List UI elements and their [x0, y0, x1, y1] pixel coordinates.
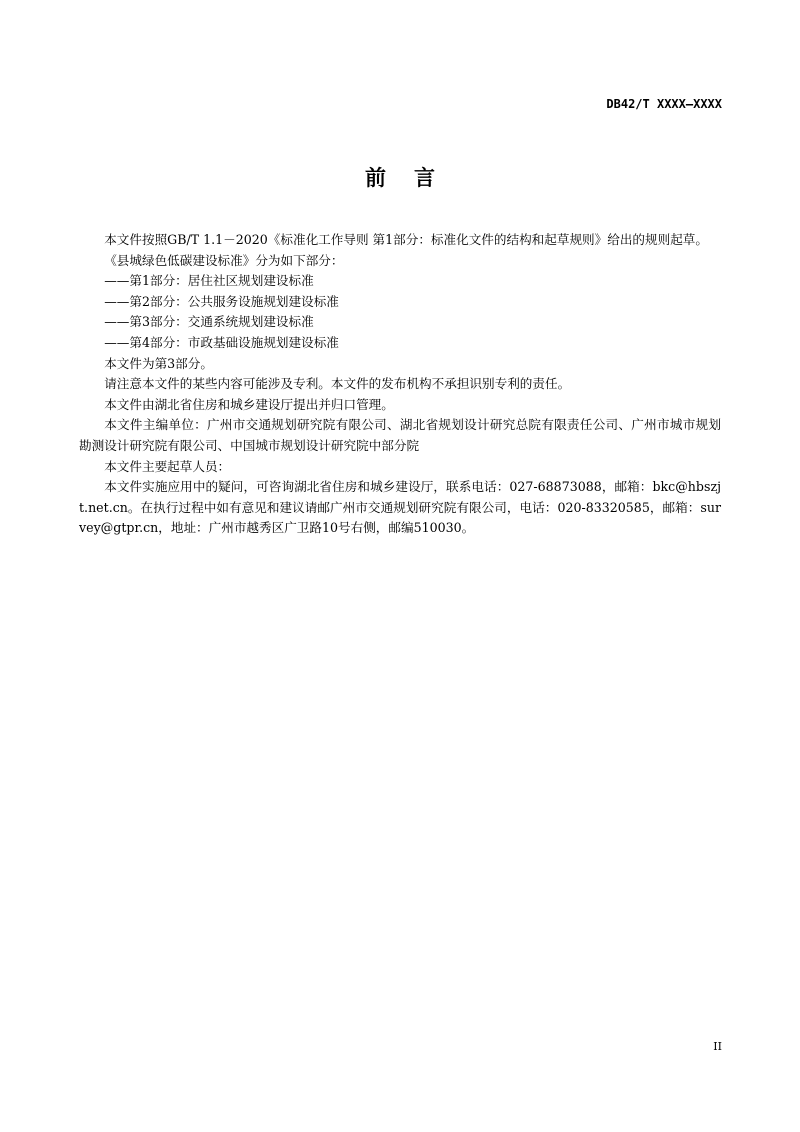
list-item-part-4: ——第4部分：市政基础设施规划建设标准: [104, 334, 339, 350]
page-title: 前言: [365, 166, 463, 190]
paragraph-contact-info: 本文件实施应用中的疑问，可咨询湖北省住房和城乡建设厅，联系电话：027-68873088，邮箱：bkc@hbszjt.net.cn。在执行过程中如有意见和建议请邮广州市交通规划研究院有限公司，电话：020-83320585，邮箱：survey@gtpr.cn，地址：广州市越秀区广卫路10号右侧，邮编510030。: [79, 479, 721, 536]
list-item-part-1: ——第1部分：居住社区规划建设标准: [104, 273, 314, 289]
paragraph-proposer: 本文件由湖北省住房和城乡建设厅提出并归口管理。: [104, 396, 394, 412]
foreword-body: [79, 230, 721, 539]
paragraph-chief-editors: 本文件主编单位：广州市交通规划研究院有限公司、湖北省规划设计研究总院有限责任公司、广州市城市规划勘测设计研究院有限公司、中国城市规划设计研究院中部分院: [79, 417, 721, 453]
paragraph-drafters: 本文件主要起草人员：: [104, 458, 231, 474]
document-code: DB42/T XXXX—XXXX: [606, 97, 722, 111]
page-number: II: [713, 1040, 722, 1053]
paragraph-patent-notice: 请注意本文件的某些内容可能涉及专利。本文件的发布机构不承担识别专利的责任。: [104, 376, 571, 392]
paragraph-this-part: 本文件为第3部分。: [104, 355, 213, 371]
paragraph-drafting-rules: 本文件按照GB/T 1.1－2020《标准化工作导则 第1部分：标准化文件的结构和起草规则》给出的规则起草。: [104, 232, 708, 247]
paragraph-parts-intro: 《县城绿色低碳建设标准》分为如下部分：: [104, 252, 344, 268]
list-item-part-3: ——第3部分：交通系统规划建设标准: [104, 314, 314, 330]
list-item-part-2: ——第2部分：公共服务设施规划建设标准: [104, 293, 339, 309]
